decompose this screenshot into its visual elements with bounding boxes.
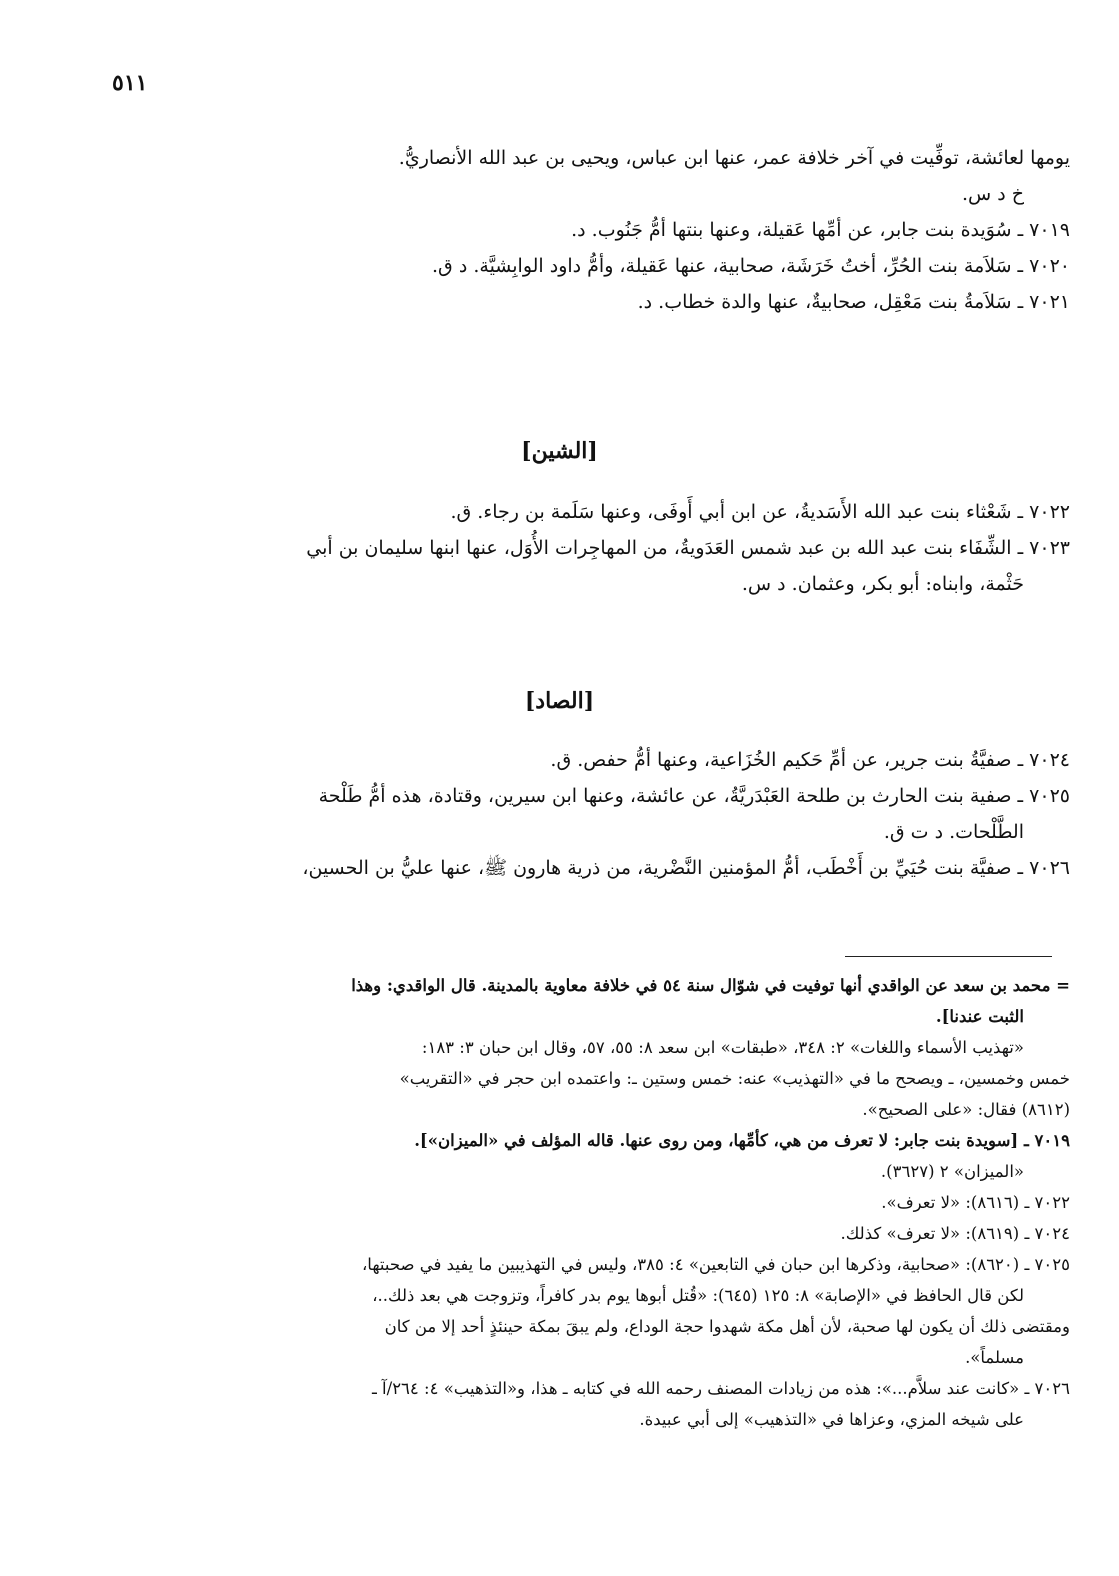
footnote-line: لكن قال الحافظ في «الإصابة» ٨: ١٢٥ (٦٤٥): «قُتل أبوها يوم بدر كافراً، وتزوجت هي بعد ذلك..، bbox=[372, 1286, 1024, 1305]
footnote-line: «تهذيب الأسماء واللغات» ٢: ٣٤٨، «طبقات» ابن سعد ٨: ٥٥، ٥٧، وقال ابن حبان ٣: ١٨٣: bbox=[421, 1038, 1024, 1057]
entry-7021: ٧٠٢١ ـ سَلاَمةُ بنت مَعْقِل، صحابيةٌ، عنها والدة خطاب. د. bbox=[637, 291, 1070, 313]
footnote-line: خمس وخمسين، ـ ويصحح ما في «التهذيب» عنه: خمس وستين ـ: واعتمده ابن حجر في «التقريب» bbox=[399, 1069, 1070, 1088]
footnote-line: «الميزان» ٢ (٣٦٢٧). bbox=[880, 1162, 1024, 1181]
footnote-7025: ٧٠٢٥ ـ (٨٦٢٠): «صحابية، وذكرها ابن حبان في التابعين» ٤: ٣٨٥، وليس في التهذيبين ما يفيد في صحبتها، bbox=[361, 1255, 1070, 1274]
main-text-sad bbox=[90, 742, 1070, 886]
section-heading-shin: [الشين] bbox=[521, 438, 598, 464]
text-line: حَثْمة، وابناه: أبو بكر، وعثمان. د س. bbox=[741, 573, 1024, 595]
footnote-7022: ٧٠٢٢ ـ (٨٦١٦): «لا تعرف». bbox=[881, 1193, 1070, 1212]
main-text-top bbox=[90, 140, 1070, 320]
text-line: الطَّلْحات. د ت ق. bbox=[883, 821, 1024, 843]
footnotes bbox=[90, 970, 1070, 1435]
main-text-shin bbox=[90, 494, 1070, 602]
footnote-line: = محمد بن سعد عن الواقدي أنها توفيت في شوّال سنة ٥٤ في خلافة معاوية بالمدينة. قال الواقدي: وهذا bbox=[351, 976, 1070, 995]
footnote-line: (٨٦١٢) فقال: «على الصحيح». bbox=[862, 1100, 1070, 1119]
text-line: يومها لعائشة، توفِّيت في آخر خلافة عمر، عنها ابن عباس، ويحيى بن عبد الله الأنصاريُّ. bbox=[398, 147, 1070, 169]
entry-7026: ٧٠٢٦ ـ صفيَّة بنت حُيَيِّ بن أَخْطَب، أمُّ المؤمنين النَّضْرية، من ذرية هارون ﷺ، عنها عليُّ بن الحسين، bbox=[302, 857, 1070, 879]
footnote-7026: ٧٠٢٦ ـ «كانت عند سلاَّم...»: هذه من زيادات المصنف رحمه الله في كتابه ـ هذا، و«التذهيب» ٤: ٢٦٤/آ ـ bbox=[371, 1379, 1070, 1398]
footnote-7024: ٧٠٢٤ ـ (٨٦١٩): «لا تعرف» كذلك. bbox=[840, 1224, 1070, 1243]
entry-7022: ٧٠٢٢ ـ شَعْثاء بنت عبد الله الأَسَديةُ، عن ابن أبي أَوفَى، وعنها سَلَمة بن رجاء. ق. bbox=[450, 501, 1070, 523]
footnote-divider bbox=[845, 956, 1052, 957]
text-line: خ د س. bbox=[961, 183, 1024, 205]
section-heading-sad: [الصاد] bbox=[524, 688, 595, 714]
entry-7023: ٧٠٢٣ ـ الشِّفَاء بنت عبد الله بن عبد شمس العَدَويةُ، من المهاجِرات الأُوَل، عنها ابنها سليمان بن أبي bbox=[306, 537, 1070, 559]
footnote-line: الثبت عندنا]. bbox=[935, 1007, 1024, 1026]
footnote-line: ومقتضى ذلك أن يكون لها صحبة، لأن أهل مكة شهدوا حجة الوداع، ولم يبقَ بمكة حينئذٍ أحد إلا من كان bbox=[384, 1317, 1070, 1336]
entry-7025: ٧٠٢٥ ـ صفية بنت الحارث بن طلحة العَبْدَريَّةُ، عن عائشة، وعنها ابن سيرين، وقتادة، هذه أمُّ طَلْحة bbox=[318, 785, 1070, 807]
entry-7024: ٧٠٢٤ ـ صفيَّةُ بنت جرير، عن أمِّ حَكيم الخُزَاعية، وعنها أمُّ حفص. ق. bbox=[550, 749, 1070, 771]
entry-7019: ٧٠١٩ ـ سُوَيدة بنت جابر، عن أمِّها عَقيلة، وعنها بنتها أمُّ جَنُوب. د. bbox=[571, 219, 1070, 241]
footnote-7019: ٧٠١٩ ـ [سويدة بنت جابر: لا تعرف من هي، كأمِّها، ومن روى عنها. قاله المؤلف في «الميزان»]. bbox=[414, 1131, 1070, 1150]
page-number: ٥١١ bbox=[112, 70, 148, 96]
footnote-line: على شيخه المزي، وعزاها في «التذهيب» إلى أبي عبيدة. bbox=[639, 1410, 1024, 1429]
footnote-line: مسلماً». bbox=[965, 1348, 1024, 1367]
entry-7020: ٧٠٢٠ ـ سَلاَمة بنت الحُرِّ، أختُ خَرَشَة، صحابية، عنها عَقيلة، وأمُّ داود الوابِشيَّة. د ق. bbox=[432, 255, 1070, 277]
